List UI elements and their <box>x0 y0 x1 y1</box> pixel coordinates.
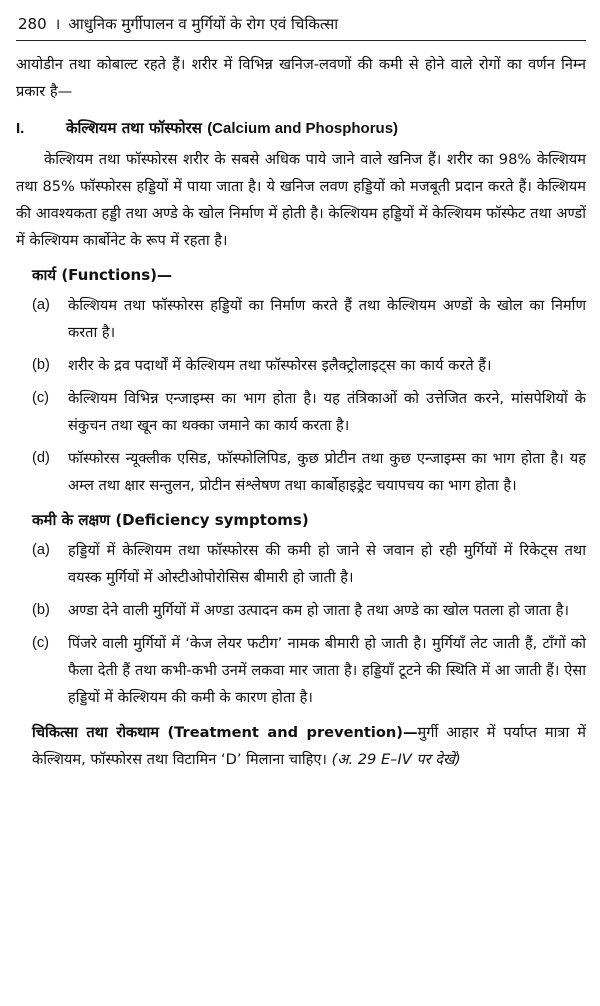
list-item <box>16 352 586 379</box>
item-label: (c) <box>32 390 50 406</box>
treatment-paragraph <box>16 719 586 773</box>
section-title-english: (Calcium and Phosphorus) <box>207 120 399 137</box>
treatment-text: मुर्गी आहार में पर्याप्त मात्रा में केल्शियम, फॉस्फोरस तथा विटामिन ‘D’ मिलाना चाहिए। <box>32 724 586 768</box>
functions-list <box>16 292 586 499</box>
list-item <box>16 537 586 591</box>
item-label: (b) <box>32 602 50 618</box>
header-separator: । <box>54 15 61 33</box>
item-label: (a) <box>32 297 50 313</box>
item-label: (d) <box>32 450 50 466</box>
item-text: फॉस्फोरस न्यूक्लीक एसिड, फॉस्फोलिपिड, कुछ प्रोटीन तथा कुछ एन्जाइम्स का भाग होता है। यह अम्ल तथा क्षार सन्तुलन, प्रोटीन संश्लेषण तथा कार्बोहाइड्रेट चयापचय का भाग होता है। <box>68 450 586 494</box>
item-text: हड्डियों में केल्शियम तथा फॉस्फोरस की कमी हो जाने से जवान हो रही मुर्गियों में रिकेट्स तथा वयस्क मुर्गियों में ओस्टीओपोरोसिस बीमारी हो जाती है। <box>68 542 586 586</box>
page-number: 280 <box>18 15 47 33</box>
item-label: (a) <box>32 542 50 558</box>
list-item <box>16 630 586 711</box>
treatment-heading: चिकित्सा तथा रोकथाम (Treatment and prevention)— <box>32 724 418 741</box>
deficiency-heading: कमी के लक्षण (Deficiency symptoms) <box>32 511 309 529</box>
item-label: (b) <box>32 357 50 373</box>
section-heading <box>16 115 586 142</box>
section-title-hindi: केल्शियम तथा फॉस्फोरस <box>66 119 202 137</box>
running-header <box>16 14 586 41</box>
book-title: आधुनिक मुर्गीपालन व मुर्गियों के रोग एवं चिकित्सा <box>68 15 339 33</box>
functions-heading: कार्य (Functions)— <box>32 266 173 284</box>
list-item <box>16 445 586 499</box>
item-text: शरीर के द्रव पदार्थों में केल्शियम तथा फॉस्फोरस इलैक्ट्रोलाइट्स का कार्य करते हैं। <box>68 357 492 374</box>
section-numeral: I. <box>16 120 25 137</box>
section-paragraph: केल्शियम तथा फॉस्फोरस शरीर के सबसे अधिक पाये जाने वाले खनिज हैं। शरीर का 98% केल्शियम तथा 85% फॉस्फोरस हड्डियों में पाया जाता है। ये खनिज लवण हड्डियों को मजबूती प्रदान करते हैं। केल्शियम की आवश्यकता हड्डी तथा अण्डे के खोल निर्माण में होती है। केल्शियम हड्डियों में केल्शियम फॉस्फेट तथा अण्डों में केल्शियम कार्बोनेट के रूप में रहता है। <box>16 151 586 249</box>
list-item <box>16 597 586 624</box>
item-label: (c) <box>32 635 50 651</box>
list-item <box>16 292 586 346</box>
item-text: अण्डा देने वाली मुर्गियों में अण्डा उत्पादन कम हो जाता है तथा अण्डे का खोल पतला हो जाता है। <box>68 602 570 619</box>
list-item <box>16 385 586 439</box>
item-text: केल्शियम विभिन्न एन्जाइम्स का भाग होता है। यह तंत्रिकाओं को उत्तेजित करने, मांसपेशियों के संकुचन तथा खून का थक्का जमाने का कार्य करता है। <box>68 390 586 434</box>
deficiency-list <box>16 537 586 711</box>
intro-paragraph: आयोडीन तथा कोबाल्ट रहते हैं। शरीर में विभिन्न खनिज-लवणों की कमी से होने वाले रोगों का वर्णन निम्न प्रकार है— <box>16 56 586 100</box>
cross-reference: (अ. 29 E–IV पर देखें) <box>331 751 461 768</box>
item-text: केल्शियम तथा फॉस्फोरस हड्डियों का निर्माण करते हैं तथा केल्शियम अण्डों के खोल का निर्माण करता है। <box>68 297 586 341</box>
item-text: पिंजरे वाली मुर्गियों में ‘केज लेयर फटीग’ नामक बीमारी हो जाती है। मुर्गियाँ लेट जाती हैं, टाँगों को फैला देती हैं तथा कभी-कभी उनमें लकवा मार जाता है। हड्डियाँ टूटने की स्थिति में आ जाती हैं। ऐसा हड्डियों में केल्शियम की कमी के कारण होता है। <box>68 635 586 706</box>
